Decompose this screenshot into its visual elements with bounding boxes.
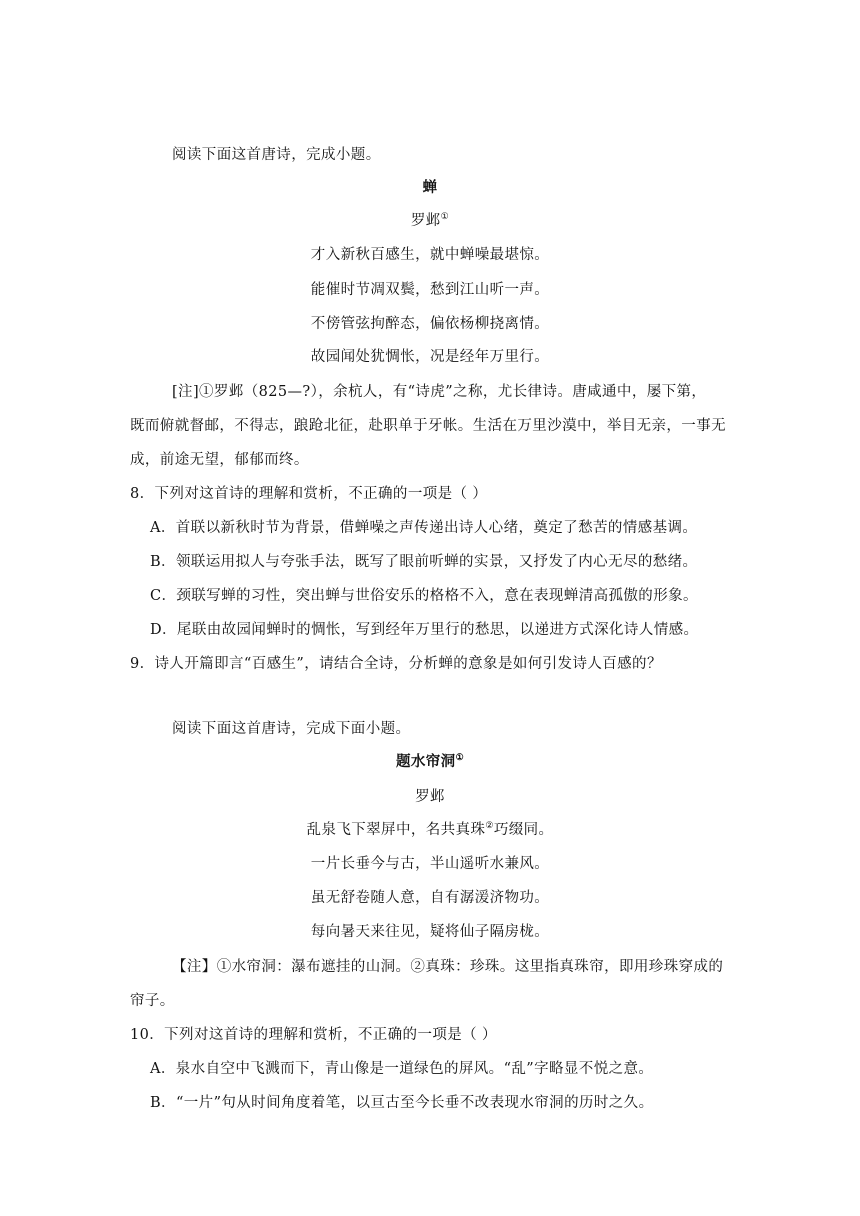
poem1-note-line: 既而俯就督邮，不得志，踉跄北征，赴职单于牙帐。生活在万里沙漠中，举目无亲，一事无 xyxy=(130,418,726,434)
question-8-option-c: C．颈联写蝉的习性，突出蝉与世俗安乐的格格不入，意在表现蝉清高孤傲的形象。 xyxy=(150,588,698,604)
poem1-line: 不傍管弦拘醉态，偏依杨柳挠离情。 xyxy=(310,316,550,332)
poem1-note-line: [注]①罗邺（825—?），余杭人，有“诗虎”之称，尤长律诗。唐咸通中，屡下第， xyxy=(172,384,707,400)
poem2-line-text: 乱泉飞下翠屏中，名共真珠 xyxy=(306,822,486,838)
poem2-title xyxy=(0,752,860,772)
question-8-option-d: D．尾联由故园闻蝉时的惆怅，写到经年万里行的愁思，以递进方式深化诗人情感。 xyxy=(150,622,699,638)
question-8-stem: 8．下列对这首诗的理解和赏析，不正确的一项是（ ） xyxy=(130,486,488,502)
question-10-stem: 10．下列对这首诗的理解和赏析，不正确的一项是（ ） xyxy=(130,1027,497,1043)
question-10-option-a: A．泉水自空中飞溅而下，青山像是一道绿色的屏风。“乱”字略显不悦之意。 xyxy=(150,1061,654,1077)
question-8-option-a: A．首联以新秋时节为背景，借蝉噪之声传递出诗人心绪，奠定了愁苦的情感基调。 xyxy=(150,520,698,536)
poem2-note-line: 【注】①水帘洞：瀑布遮挂的山洞。②真珠：珍珠。这里指真珠帘，即用珍珠穿成的 xyxy=(172,959,724,975)
poem2-note-line: 帘子。 xyxy=(130,993,175,1009)
poem2-line xyxy=(0,820,860,840)
poem1-note-line: 成，前途无望，郁郁而终。 xyxy=(130,452,309,468)
question-10-option-b: B．“一片”句从时间角度着笔，以亘古至今长垂不改表现水帘洞的历时之久。 xyxy=(150,1095,654,1111)
poem1-line: 能催时节凋双鬓，愁到江山听一声。 xyxy=(310,282,550,298)
poem1-author-name: 罗邺 xyxy=(410,213,441,229)
poem2-line-note-mark: ② xyxy=(485,821,494,832)
section1-intro: 阅读下面这首唐诗，完成小题。 xyxy=(172,147,381,163)
poem1-line: 才入新秋百感生，就中蝉噪最堪惊。 xyxy=(310,247,550,263)
poem1-line: 故园闻处犹惆怅，况是经年万里行。 xyxy=(310,349,550,365)
poem2-line: 虽无舒卷随人意，自有潺湲济物功。 xyxy=(310,890,550,906)
poem2-line: 一片长垂今与古，半山遥听水兼风。 xyxy=(310,856,550,872)
poem2-line-text: 巧缀同。 xyxy=(493,822,554,838)
question-8-option-b: B．领联运用拟人与夸张手法，既写了眼前听蝉的实景，又抒发了内心无尽的愁绪。 xyxy=(150,554,698,570)
poem1-author-note-mark: ① xyxy=(440,212,450,223)
poem1-author xyxy=(0,211,860,231)
poem2-title-text: 题水帘洞 xyxy=(395,753,456,770)
poem1-title: 蝉 xyxy=(422,179,438,196)
poem2-line: 每向暑天来往见，疑将仙子隔房栊。 xyxy=(310,924,550,940)
poem2-title-note-mark: ① xyxy=(455,753,465,764)
section2-intro: 阅读下面这首唐诗，完成下面小题。 xyxy=(172,721,411,737)
poem2-author: 罗邺 xyxy=(415,789,445,805)
question-9: 9．诗人开篇即言“百感生”，请结合全诗，分析蝉的意象是如何引发诗人百感的？ xyxy=(130,656,662,672)
